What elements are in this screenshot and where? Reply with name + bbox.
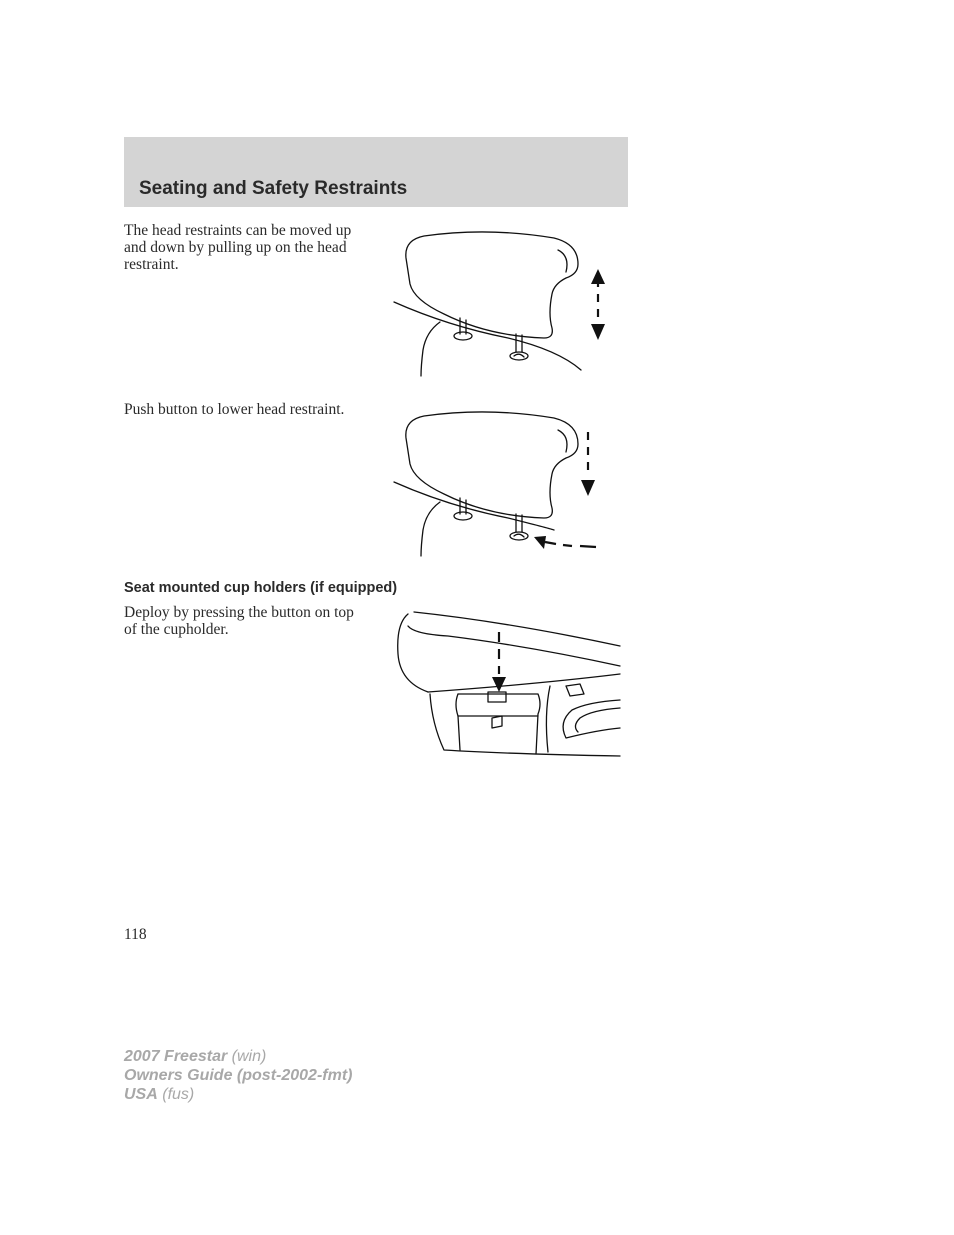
footer-market: USA bbox=[124, 1086, 158, 1103]
footer-line-guide bbox=[124, 1066, 352, 1085]
head-restraint-lower-illustration bbox=[388, 404, 628, 560]
cupholders-deploy-text: Deploy by pressing the button on top of the cupholder. bbox=[124, 604, 354, 638]
cupholders-heading: Seat mounted cup holders (if equipped) bbox=[124, 580, 398, 596]
cupholder-button-illustration bbox=[388, 604, 628, 760]
head-restraint-up-down-illustration bbox=[388, 224, 628, 380]
footer-model-code: (win) bbox=[231, 1048, 267, 1065]
section-title: Seating and Safety Restraints bbox=[139, 178, 408, 199]
page-number: 118 bbox=[124, 926, 147, 943]
footer-line-model bbox=[124, 1047, 352, 1066]
push-button-lower-text: Push button to lower head restraint. bbox=[124, 401, 345, 418]
document-footer bbox=[124, 1047, 352, 1104]
footer-market-code: (fus) bbox=[162, 1086, 195, 1103]
footer-model: 2007 Freestar bbox=[124, 1048, 228, 1065]
head-restraint-adjust-text: The head restraints can be moved up and down by pulling up on the head restraint. bbox=[124, 222, 352, 273]
footer-guide: Owners Guide (post-2002-fmt) bbox=[124, 1067, 353, 1084]
section-header-band bbox=[124, 137, 628, 207]
footer-line-market bbox=[124, 1085, 352, 1104]
